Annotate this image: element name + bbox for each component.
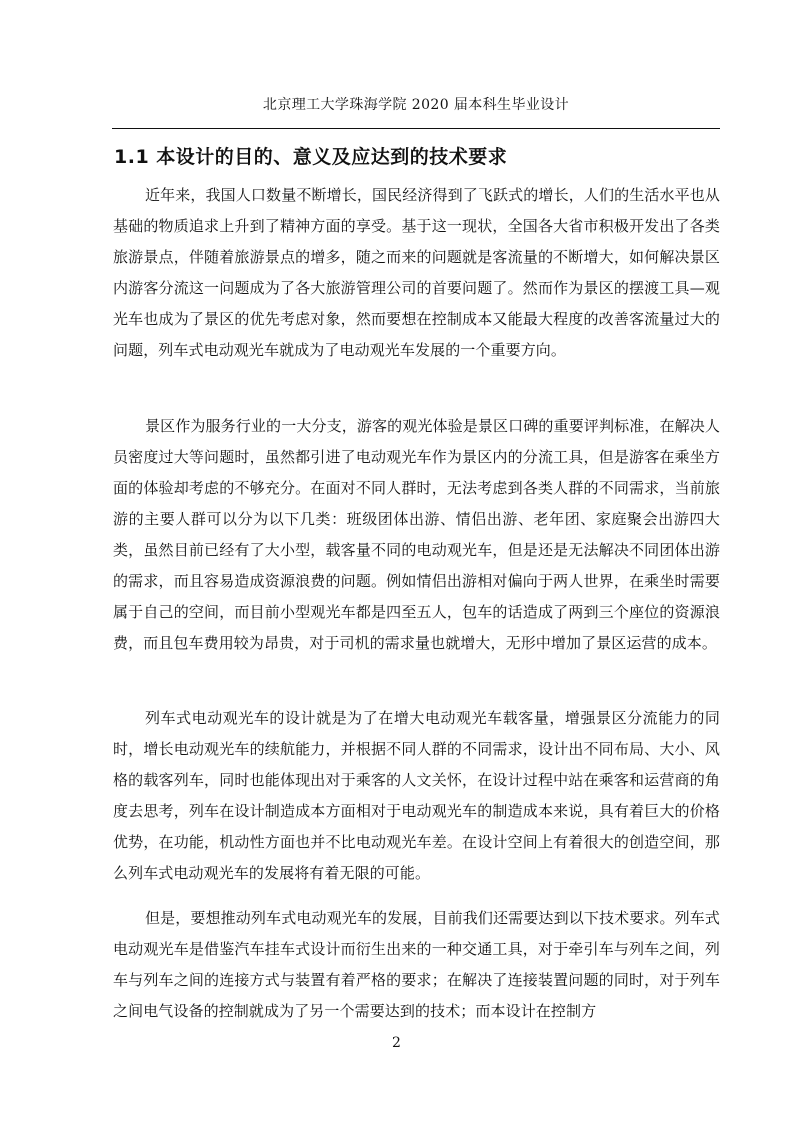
paragraph-2: 景区作为服务行业的一大分支，游客的观光体验是景区口碑的重要评判标准，在解决人员密度过大等问题时，虽然都引进了电动观光车作为景区内的分流工具，但是游客在乘坐方面的体验却考虑的不够充分。在面对不同人群时，无法考虑到各类人群的不同需求，当前旅游的主要人群可以分为以下几类：班级团体出游、情侣出游、老年团、家庭聚会出游四大类，虽然目前已经有了大小型，载客量不同的电动观光车，但是还是无法解决不同团体出游的需求，而且容易造成资源浪费的问题。例如情侣出游相对偏向于两人世界，在乘坐时需要属于自己的空间，而目前小型观光车都是四至五人，包车的话造成了两到三个座位的资源浪费，而且包车费用较为昂贵，对于司机的需求量也就增大，无形中增加了景区运营的成本。 [113,417,720,652]
page-header: 北京理工大学珠海学院 2020 届本科生毕业设计 [262,97,570,113]
header-divider [112,128,720,129]
paragraph-4: 但是，要想推动列车式电动观光车的发展，目前我们还需要达到以下技术要求。列车式电动观光车是借鉴汽车挂车式设计而衍生出来的一种交通工具，对于牵引车与列车之间，列车与列车之间的连接方式与装置有着严格的要求；在解决了连接装置问题的同时，对于列车之间电气设备的控制就成为了另一个需要达到的技术；而本设计在控制方 [113,909,720,1020]
paragraph-3: 列车式电动观光车的设计就是为了在增大电动观光车载客量，增强景区分流能力的同时，增长电动观光车的续航能力，并根据不同人群的不同需求，设计出不同布局、大小、风格的载客列车，同时也能体现出对于乘客的人文关怀，在设计过程中站在乘客和运营商的角度去思考，列车在设计制造成本方面相对于电动观光车的制造成本来说，具有着巨大的价格优势，在功能，机动性方面也并不比电动观光车差。在设计空间上有着很大的创造空间，那么列车式电动观光车的发展将有着无限的可能。 [113,709,720,882]
paragraph-1: 近年来，我国人口数量不断增长，国民经济得到了飞跃式的增长，人们的生活水平也从基础的物质追求上升到了精神方面的享受。基于这一现状，全国各大省市积极开发出了各类旅游景点，伴随着旅游景点的增多，随之而来的问题就是客流量的不断增大，如何解决景区内游客分流这一问题成为了各大旅游管理公司的首要问题了。然而作为景区的摆渡工具—观光车也成为了景区的优先考虑对象，然而要想在控制成本又能最大程度的改善客流量过大的问题，列车式电动观光车就成为了电动观光车发展的一个重要方向。 [113,186,720,359]
page-number: 2 [392,1035,401,1051]
section-heading: 1.1 本设计的目的、意义及应达到的技术要求 [114,146,508,168]
